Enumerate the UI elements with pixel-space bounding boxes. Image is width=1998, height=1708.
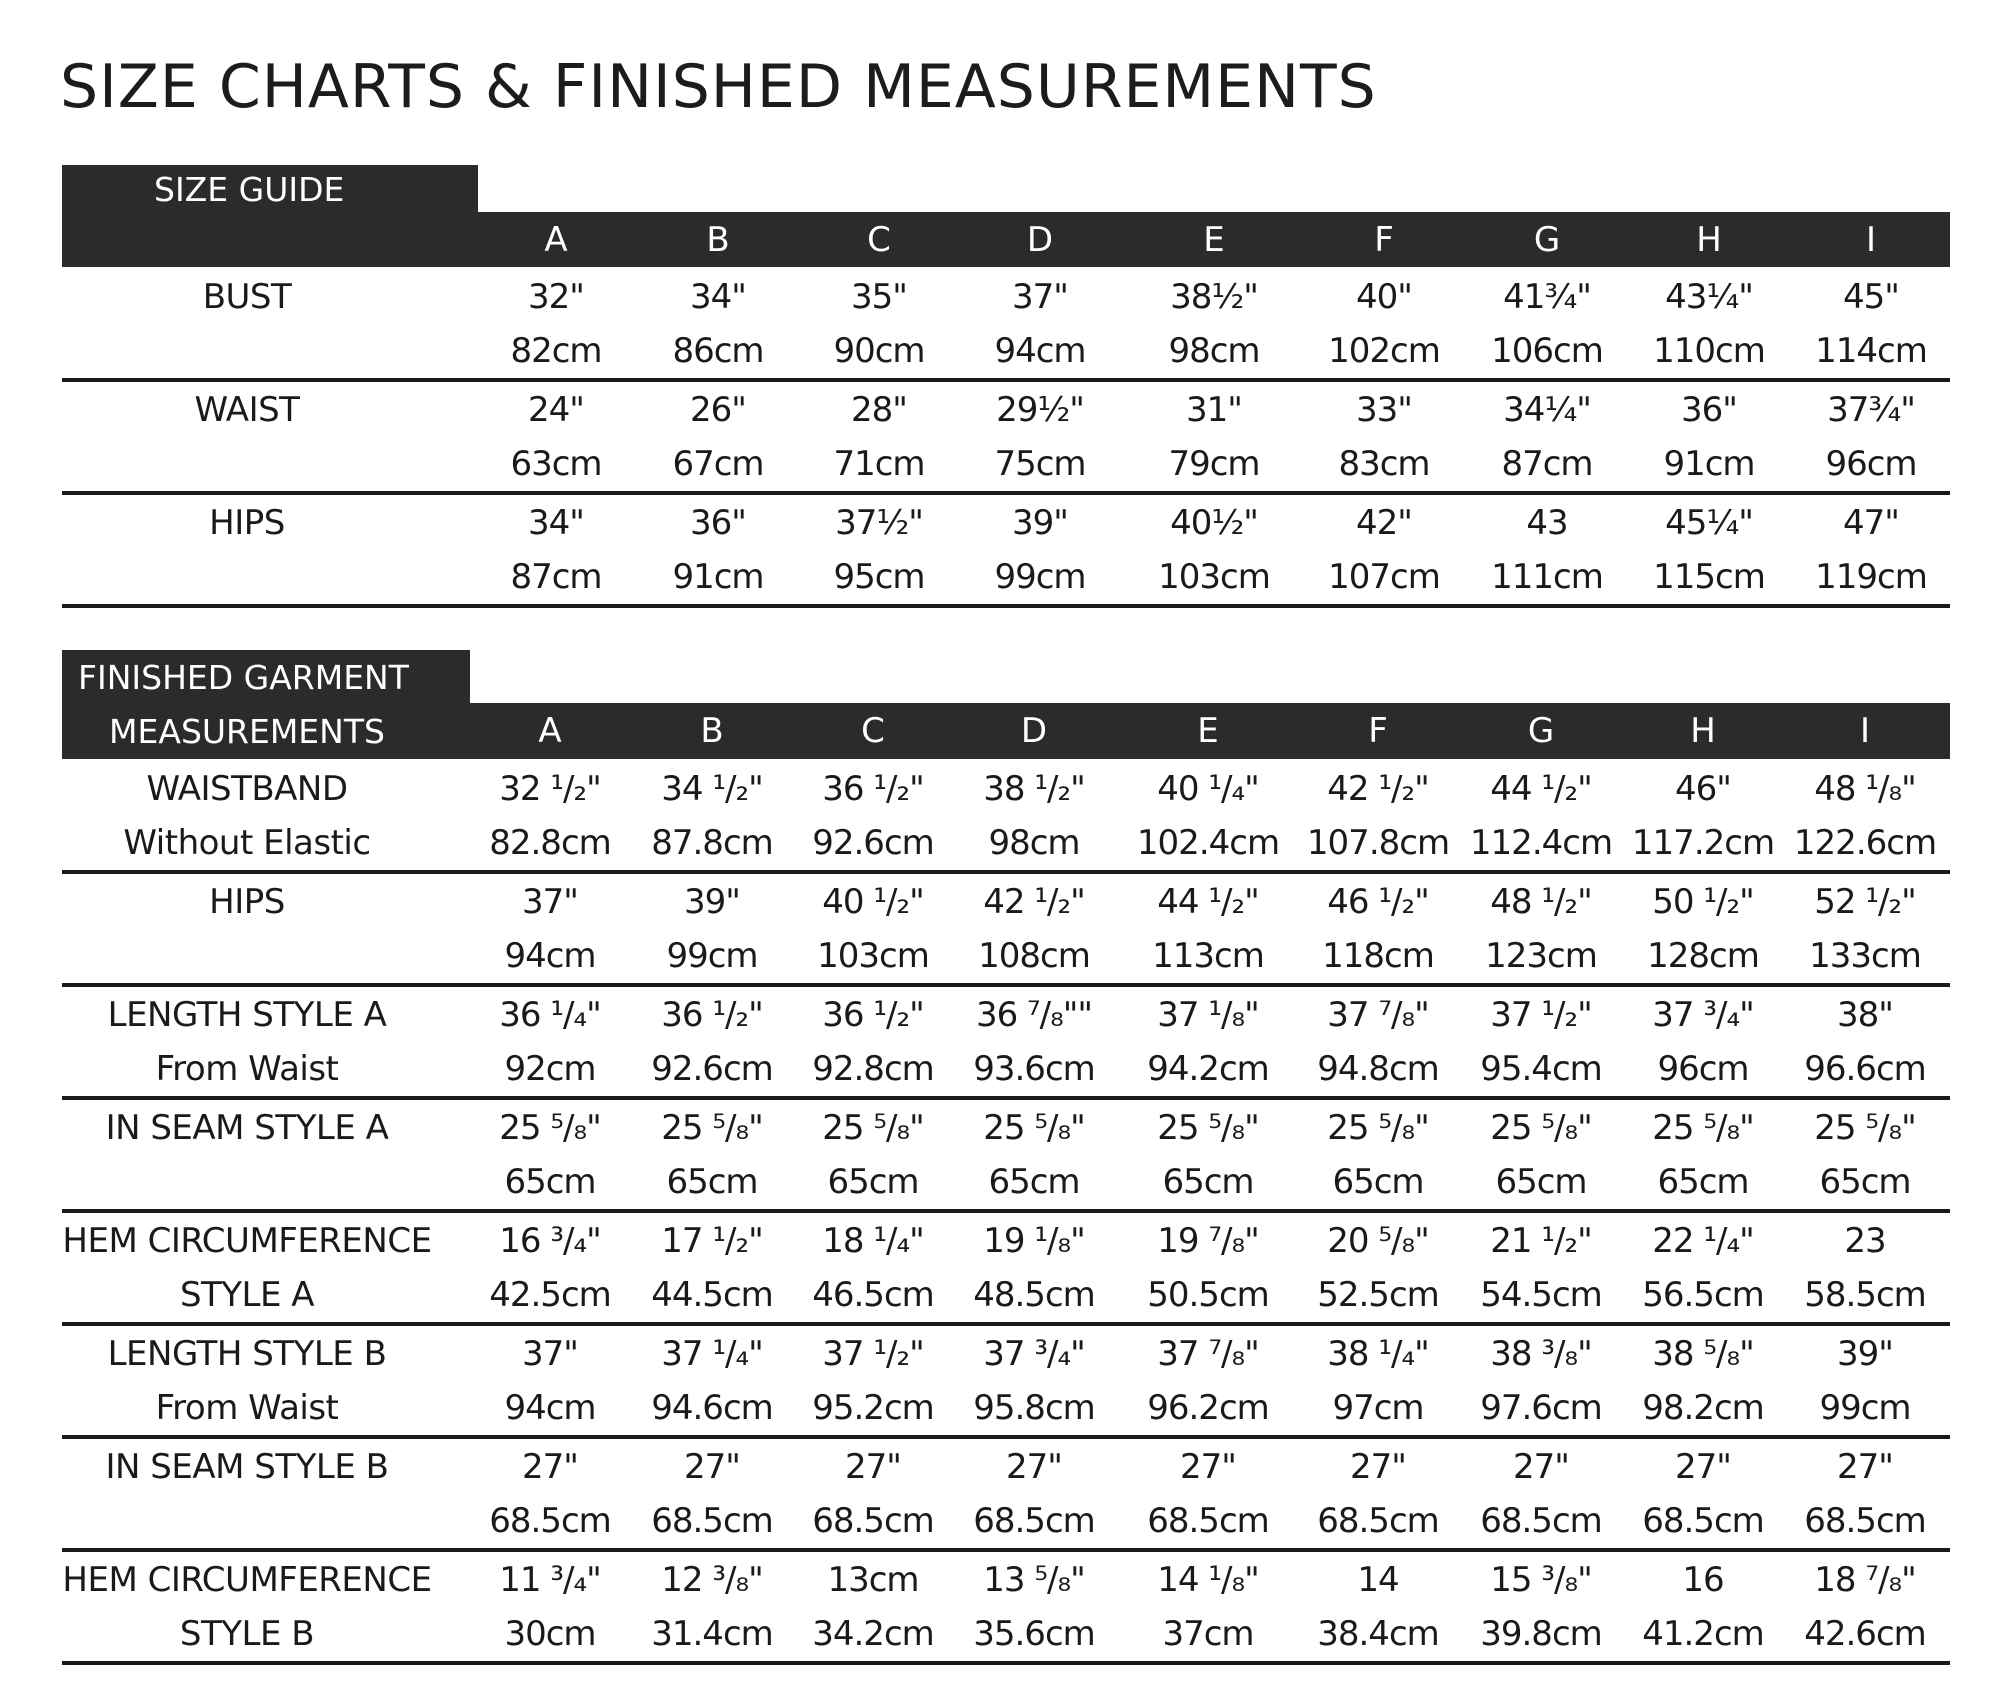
cell-cm: 87.8cm xyxy=(651,823,773,863)
cell-cm: 44.5cm xyxy=(651,1275,773,1315)
cell-inches: 12 ³/₈" xyxy=(661,1560,763,1600)
cell-inches: 27" xyxy=(845,1447,901,1487)
cell-inches: 32" xyxy=(528,277,584,317)
cell-cm: 65cm xyxy=(1657,1162,1749,1202)
finished-tab-label: FINISHED GARMENT xyxy=(78,658,409,697)
table-row xyxy=(62,761,1950,874)
column-header-c: C xyxy=(867,219,891,260)
cell-inches: 27" xyxy=(1675,1447,1731,1487)
cell-cm: 68.5cm xyxy=(1317,1501,1439,1541)
cell-cm: 75cm xyxy=(994,444,1086,484)
cell-cm: 97.6cm xyxy=(1480,1388,1602,1428)
cell-cm: 99cm xyxy=(994,557,1086,597)
cell-cm: 93.6cm xyxy=(973,1049,1095,1089)
cell-inches: 36 ¹/₄" xyxy=(499,995,601,1035)
size-guide-header xyxy=(62,212,1950,267)
cell-cm: 97cm xyxy=(1332,1388,1424,1428)
cell-inches: 37" xyxy=(522,1334,578,1374)
cell-inches: 47" xyxy=(1843,503,1899,543)
cell-inches: 18 ¹/₄" xyxy=(822,1221,924,1261)
cell-cm: 98cm xyxy=(1168,331,1260,371)
column-header-d: D xyxy=(1020,711,1048,751)
cell-cm: 65cm xyxy=(988,1162,1080,1202)
cell-inches: 13 ⁵/₈" xyxy=(983,1560,1085,1600)
cell-cm: 95.8cm xyxy=(973,1388,1095,1428)
cell-cm: 37cm xyxy=(1162,1614,1254,1654)
cell-inches: 52 ¹/₂" xyxy=(1814,882,1916,922)
row-label: LENGTH STYLE B xyxy=(107,1334,387,1374)
cell-cm: 102.4cm xyxy=(1136,823,1280,863)
cell-inches: 38 ⁵/₈" xyxy=(1652,1334,1754,1374)
table-row xyxy=(62,987,1950,1100)
column-header-b: B xyxy=(700,711,724,751)
cell-cm: 67cm xyxy=(672,444,764,484)
cell-cm: 91cm xyxy=(672,557,764,597)
column-header-a: A xyxy=(538,711,562,751)
row-label: IN SEAM STYLE B xyxy=(105,1447,389,1487)
cell-cm: 86cm xyxy=(672,331,764,371)
cell-inches: 40" xyxy=(1356,277,1412,317)
cell-cm: 115cm xyxy=(1653,557,1765,597)
cell-inches: 37¾" xyxy=(1827,390,1915,430)
cell-inches: 34 ¹/₂" xyxy=(661,769,763,809)
cell-inches: 45¼" xyxy=(1665,503,1753,543)
cell-inches: 37 ¹/₂" xyxy=(822,1334,924,1374)
cell-cm: 83cm xyxy=(1338,444,1430,484)
column-header-i: I xyxy=(1859,711,1871,751)
cell-inches: 25 ⁵/₈" xyxy=(1327,1108,1429,1148)
cell-cm: 94cm xyxy=(994,331,1086,371)
size-guide-tab-label: SIZE GUIDE xyxy=(154,170,345,209)
cell-cm: 119cm xyxy=(1815,557,1927,597)
cell-cm: 42.5cm xyxy=(489,1275,611,1315)
cell-inches: 37 ⁷/₈" xyxy=(1157,1334,1259,1374)
cell-inches: 39" xyxy=(1012,503,1068,543)
cell-cm: 107.8cm xyxy=(1306,823,1450,863)
column-header-f: F xyxy=(1374,219,1394,260)
cell-cm: 122.6cm xyxy=(1793,823,1937,863)
cell-cm: 114cm xyxy=(1815,331,1927,371)
cell-inches: 34¼" xyxy=(1503,390,1591,430)
cell-cm: 68.5cm xyxy=(1480,1501,1602,1541)
cell-inches: 41¾" xyxy=(1503,277,1591,317)
cell-cm: 90cm xyxy=(833,331,925,371)
cell-inches: 32 ¹/₂" xyxy=(499,769,601,809)
cell-inches: 38½" xyxy=(1170,277,1258,317)
cell-cm: 98.2cm xyxy=(1642,1388,1764,1428)
table-row xyxy=(62,874,1950,987)
table-row xyxy=(62,1213,1950,1326)
cell-inches: 44 ¹/₂" xyxy=(1157,882,1259,922)
finished-measurements-table xyxy=(62,650,1950,1665)
cell-cm: 103cm xyxy=(817,936,929,976)
cell-cm: 65cm xyxy=(504,1162,596,1202)
cell-inches: 38 ¹/₄" xyxy=(1327,1334,1429,1374)
cell-inches: 48 ¹/₂" xyxy=(1490,882,1592,922)
cell-cm: 123cm xyxy=(1485,936,1597,976)
column-header-i: I xyxy=(1865,219,1877,260)
cell-cm: 95cm xyxy=(833,557,925,597)
cell-inches: 42" xyxy=(1356,503,1412,543)
cell-inches: 37" xyxy=(1012,277,1068,317)
cell-inches: 39" xyxy=(1837,1334,1893,1374)
cell-inches: 39" xyxy=(684,882,740,922)
cell-inches: 45" xyxy=(1843,277,1899,317)
cell-inches: 17 ¹/₂" xyxy=(661,1221,763,1261)
column-header-h: H xyxy=(1696,219,1722,260)
cell-inches: 27" xyxy=(522,1447,578,1487)
cell-inches: 40 ¹/₂" xyxy=(822,882,924,922)
row-label: WAIST xyxy=(194,390,300,430)
column-header-b: B xyxy=(706,219,730,260)
cell-inches: 29½" xyxy=(996,390,1084,430)
cell-inches: 37 ¹/₄" xyxy=(661,1334,763,1374)
cell-inches: 18 ⁷/₈" xyxy=(1814,1560,1916,1600)
cell-inches: 26" xyxy=(690,390,746,430)
cell-inches: 27" xyxy=(684,1447,740,1487)
column-header-h: H xyxy=(1690,711,1716,751)
table-row xyxy=(62,1326,1950,1439)
cell-inches: 34" xyxy=(528,503,584,543)
row-label: WAISTBAND xyxy=(146,769,348,809)
cell-cm: 41.2cm xyxy=(1642,1614,1764,1654)
cell-inches: 37 ¹/₈" xyxy=(1157,995,1259,1035)
table-row xyxy=(62,382,1950,495)
cell-inches: 25 ⁵/₈" xyxy=(1652,1108,1754,1148)
row-sublabel: Without Elastic xyxy=(123,823,371,863)
cell-cm: 68.5cm xyxy=(489,1501,611,1541)
cell-cm: 96cm xyxy=(1657,1049,1749,1089)
cell-cm: 92.6cm xyxy=(812,823,934,863)
cell-inches: 23 xyxy=(1844,1221,1886,1261)
cell-inches: 33" xyxy=(1356,390,1412,430)
cell-inches: 50 ¹/₂" xyxy=(1652,882,1754,922)
cell-inches: 24" xyxy=(528,390,584,430)
cell-cm: 54.5cm xyxy=(1480,1275,1602,1315)
cell-cm: 103cm xyxy=(1158,557,1270,597)
cell-inches: 27" xyxy=(1180,1447,1236,1487)
column-header-g: G xyxy=(1527,711,1555,751)
cell-inches: 25 ⁵/₈" xyxy=(1814,1108,1916,1148)
size-guide-table xyxy=(62,165,1950,610)
table-row xyxy=(62,269,1950,382)
cell-cm: 99cm xyxy=(666,936,758,976)
row-label: BUST xyxy=(202,277,292,317)
cell-cm: 110cm xyxy=(1653,331,1765,371)
finished-header xyxy=(62,703,1950,759)
cell-cm: 68.5cm xyxy=(1642,1501,1764,1541)
cell-cm: 48.5cm xyxy=(973,1275,1095,1315)
cell-inches: 16 xyxy=(1682,1560,1724,1600)
cell-cm: 65cm xyxy=(1162,1162,1254,1202)
cell-inches: 14 ¹/₈" xyxy=(1157,1560,1259,1600)
cell-cm: 96.2cm xyxy=(1147,1388,1269,1428)
cell-cm: 68.5cm xyxy=(1147,1501,1269,1541)
cell-inches: 37½" xyxy=(835,503,923,543)
column-header-d: D xyxy=(1026,219,1054,260)
cell-inches: 37 ⁷/₈" xyxy=(1327,995,1429,1035)
cell-cm: 31.4cm xyxy=(651,1614,773,1654)
cell-inches: 37 ¹/₂" xyxy=(1490,995,1592,1035)
cell-cm: 30cm xyxy=(504,1614,596,1654)
cell-cm: 52.5cm xyxy=(1317,1275,1439,1315)
cell-inches: 37 ³/₄" xyxy=(983,1334,1085,1374)
cell-cm: 65cm xyxy=(1819,1162,1911,1202)
cell-cm: 39.8cm xyxy=(1480,1614,1602,1654)
cell-cm: 96cm xyxy=(1825,444,1917,484)
row-label: LENGTH STYLE A xyxy=(107,995,387,1035)
cell-cm: 68.5cm xyxy=(651,1501,773,1541)
cell-inches: 27" xyxy=(1006,1447,1062,1487)
column-header-f: F xyxy=(1368,711,1388,751)
table-row xyxy=(62,1439,1950,1552)
cell-cm: 128cm xyxy=(1647,936,1759,976)
cell-inches: 40½" xyxy=(1170,503,1258,543)
cell-inches: 20 ⁵/₈" xyxy=(1327,1221,1429,1261)
row-sublabel: STYLE B xyxy=(179,1614,315,1654)
cell-cm: 92.8cm xyxy=(812,1049,934,1089)
cell-inches: 36" xyxy=(690,503,746,543)
cell-cm: 95.2cm xyxy=(812,1388,934,1428)
cell-inches: 19 ¹/₈" xyxy=(983,1221,1085,1261)
cell-inches: 38" xyxy=(1837,995,1893,1035)
cell-cm: 56.5cm xyxy=(1642,1275,1764,1315)
cell-cm: 102cm xyxy=(1328,331,1440,371)
cell-cm: 65cm xyxy=(827,1162,919,1202)
cell-cm: 96.6cm xyxy=(1804,1049,1926,1089)
cell-cm: 133cm xyxy=(1809,936,1921,976)
cell-inches: 34" xyxy=(690,277,746,317)
cell-inches: 42 ¹/₂" xyxy=(1327,769,1429,809)
finished-tab-label-2: MEASUREMENTS xyxy=(109,711,385,751)
cell-cm: 117.2cm xyxy=(1631,823,1775,863)
cell-inches: 25 ⁵/₈" xyxy=(1157,1108,1259,1148)
row-sublabel: From Waist xyxy=(155,1388,339,1428)
cell-cm: 35.6cm xyxy=(973,1614,1095,1654)
cell-cm: 42.6cm xyxy=(1804,1614,1926,1654)
cell-cm: 108cm xyxy=(978,936,1090,976)
cell-inches: 38 ³/₈" xyxy=(1490,1334,1592,1374)
cell-inches: 42 ¹/₂" xyxy=(983,882,1085,922)
cell-inches: 36 ¹/₂" xyxy=(661,995,763,1035)
cell-cm: 65cm xyxy=(1332,1162,1424,1202)
cell-inches: 44 ¹/₂" xyxy=(1490,769,1592,809)
cell-inches: 15 ³/₈" xyxy=(1490,1560,1592,1600)
finished-tab xyxy=(62,650,470,705)
cell-cm: 71cm xyxy=(833,444,925,484)
cell-inches: 36 ¹/₂" xyxy=(822,769,924,809)
cell-inches: 36" xyxy=(1681,390,1737,430)
table-row xyxy=(62,495,1950,608)
cell-cm: 87cm xyxy=(510,557,602,597)
column-header-a: A xyxy=(544,219,568,260)
column-header-c: C xyxy=(861,711,885,751)
row-sublabel: STYLE A xyxy=(179,1275,315,1315)
cell-cm: 63cm xyxy=(510,444,602,484)
cell-inches: 16 ³/₄" xyxy=(499,1221,601,1261)
cell-cm: 98cm xyxy=(988,823,1080,863)
column-header-e: E xyxy=(1203,219,1225,260)
cell-cm: 92.6cm xyxy=(651,1049,773,1089)
cell-inches: 31" xyxy=(1186,390,1242,430)
cell-cm: 94cm xyxy=(504,936,596,976)
cell-cm: 94.8cm xyxy=(1317,1049,1439,1089)
cell-inches: 37 ³/₄" xyxy=(1652,995,1754,1035)
cell-cm: 79cm xyxy=(1168,444,1260,484)
cell-cm: 87cm xyxy=(1501,444,1593,484)
size-guide-tab xyxy=(62,165,478,215)
cell-cm: 112.4cm xyxy=(1469,823,1613,863)
cell-inches: 27" xyxy=(1837,1447,1893,1487)
cell-cm: 65cm xyxy=(1495,1162,1587,1202)
row-label: HIPS xyxy=(209,882,285,922)
cell-cm: 107cm xyxy=(1328,557,1440,597)
cell-inches: 25 ⁵/₈" xyxy=(822,1108,924,1148)
row-sublabel: From Waist xyxy=(155,1049,339,1089)
cell-inches: 48 ¹/₈" xyxy=(1814,769,1916,809)
column-header-g: G xyxy=(1533,219,1561,260)
cell-inches: 37" xyxy=(522,882,578,922)
cell-inches: 36 ¹/₂" xyxy=(822,995,924,1035)
cell-inches: 43¼" xyxy=(1665,277,1753,317)
page-title: SIZE CHARTS & FINISHED MEASUREMENTS xyxy=(60,52,1377,122)
cell-cm: 58.5cm xyxy=(1804,1275,1926,1315)
cell-cm: 92cm xyxy=(504,1049,596,1089)
cell-cm: 106cm xyxy=(1491,331,1603,371)
cell-inches: 19 ⁷/₈" xyxy=(1157,1221,1259,1261)
cell-inches: 38 ¹/₂" xyxy=(983,769,1085,809)
table-row xyxy=(62,1552,1950,1665)
cell-inches: 14 xyxy=(1357,1560,1399,1600)
cell-inches: 21 ¹/₂" xyxy=(1490,1221,1592,1261)
cell-cm: 82cm xyxy=(510,331,602,371)
cell-inches: 43 xyxy=(1526,503,1568,543)
cell-inches: 22 ¹/₄" xyxy=(1652,1221,1754,1261)
cell-cm: 91cm xyxy=(1663,444,1755,484)
cell-inches: 25 ⁵/₈" xyxy=(661,1108,763,1148)
cell-inches: 46 ¹/₂" xyxy=(1327,882,1429,922)
cell-cm: 68.5cm xyxy=(812,1501,934,1541)
column-header-e: E xyxy=(1197,711,1219,751)
row-label: IN SEAM STYLE A xyxy=(105,1108,389,1148)
cell-inches: 25 ⁵/₈" xyxy=(499,1108,601,1148)
row-label: HIPS xyxy=(209,503,285,543)
cell-inches: 28" xyxy=(851,390,907,430)
cell-cm: 94cm xyxy=(504,1388,596,1428)
cell-cm: 38.4cm xyxy=(1317,1614,1439,1654)
cell-cm: 50.5cm xyxy=(1147,1275,1269,1315)
cell-cm: 68.5cm xyxy=(973,1501,1095,1541)
cell-cm: 118cm xyxy=(1322,936,1434,976)
row-label: HEM CIRCUMFERENCE xyxy=(62,1221,432,1261)
cell-cm: 99cm xyxy=(1819,1388,1911,1428)
cell-cm: 95.4cm xyxy=(1480,1049,1602,1089)
cell-cm: 46.5cm xyxy=(812,1275,934,1315)
cell-inches: 27" xyxy=(1513,1447,1569,1487)
cell-cm: 65cm xyxy=(666,1162,758,1202)
cell-cm: 113cm xyxy=(1152,936,1264,976)
cell-cm: 34.2cm xyxy=(812,1614,934,1654)
cell-inches: 36 ⁷/₈"" xyxy=(975,995,1093,1035)
table-row xyxy=(62,1100,1950,1213)
cell-inches: 13cm xyxy=(827,1560,919,1600)
cell-cm: 82.8cm xyxy=(489,823,611,863)
cell-cm: 68.5cm xyxy=(1804,1501,1926,1541)
cell-cm: 94.6cm xyxy=(651,1388,773,1428)
row-label: HEM CIRCUMFERENCE xyxy=(62,1560,432,1600)
cell-inches: 35" xyxy=(851,277,907,317)
cell-inches: 25 ⁵/₈" xyxy=(983,1108,1085,1148)
cell-inches: 27" xyxy=(1350,1447,1406,1487)
cell-cm: 111cm xyxy=(1491,557,1603,597)
cell-inches: 46" xyxy=(1675,769,1731,809)
cell-inches: 11 ³/₄" xyxy=(499,1560,601,1600)
cell-inches: 40 ¹/₄" xyxy=(1157,769,1259,809)
cell-cm: 94.2cm xyxy=(1147,1049,1269,1089)
cell-inches: 25 ⁵/₈" xyxy=(1490,1108,1592,1148)
